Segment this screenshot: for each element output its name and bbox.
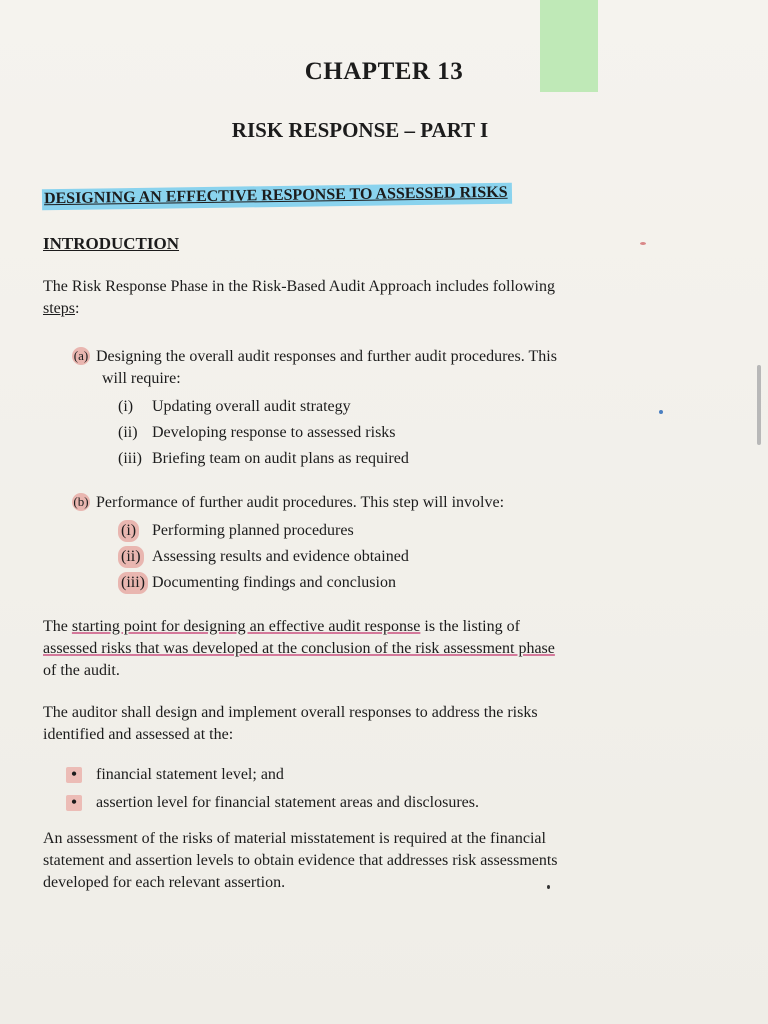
list-item-a-cont: will require:	[102, 370, 181, 387]
scan-speck	[640, 242, 646, 245]
scan-speck	[547, 885, 550, 889]
para-text: An assessment of the risks of material misstatement is required at the financial	[43, 830, 546, 847]
intro-paragraph	[43, 276, 678, 320]
highlighted-heading: DESIGNING AN EFFECTIVE RESPONSE TO ASSESSED RISKS	[42, 183, 512, 211]
sub-item-text: Developing response to assessed risks	[152, 424, 396, 441]
section-title: RISK RESPONSE – PART I	[231, 118, 489, 142]
para-text: The	[43, 618, 72, 635]
auditor-paragraph	[43, 702, 675, 746]
intro-text: The Risk Response Phase in the Risk-Based Audit Approach includes following	[43, 278, 555, 295]
chapter-title: CHAPTER 13	[304, 58, 464, 85]
sub-marker: (iii)	[118, 572, 148, 594]
sub-item-b-ii	[118, 546, 409, 568]
bullet-icon: •	[66, 795, 82, 811]
sub-marker: (i)	[118, 520, 139, 542]
scrollbar[interactable]	[757, 365, 761, 445]
sub-item-text: Updating overall audit strategy	[152, 398, 351, 415]
sub-marker: (iii)	[118, 450, 142, 467]
para-text: developed for each relevant assertion.	[43, 874, 286, 891]
sub-item-text: Performing planned procedures	[152, 522, 354, 539]
introduction-heading: INTRODUCTION	[43, 234, 180, 253]
list-item-a	[72, 346, 682, 368]
para-text: is the listing of	[420, 618, 520, 635]
starting-point-paragraph	[43, 616, 675, 682]
sub-item-text: Assessing results and evidence obtained	[152, 548, 409, 565]
intro-underlined: steps	[43, 300, 75, 317]
scan-speck	[659, 410, 663, 414]
item-a-text: Designing the overall audit responses and further audit procedures. This	[96, 348, 557, 365]
list-item-b	[72, 492, 682, 514]
sub-item-a-ii	[118, 422, 396, 444]
para-text: identified and assessed at the:	[43, 726, 234, 743]
bullet-icon: •	[66, 767, 82, 783]
para-text: The auditor shall design and implement overall responses to address the risks	[43, 704, 538, 721]
para-underlined: starting point for designing an effective audit response	[71, 618, 421, 635]
assessment-paragraph	[43, 828, 675, 894]
bullet-text: assertion level for financial statement areas and disclosures.	[96, 794, 479, 811]
sub-item-text: Documenting findings and conclusion	[152, 574, 396, 591]
para-text: statement and assertion levels to obtain evidence that addresses risk assessments	[43, 852, 558, 869]
sub-item-a-i	[118, 396, 351, 418]
sub-item-text: Briefing team on audit plans as required	[152, 450, 409, 467]
para-text: of the audit.	[43, 662, 120, 679]
bullet-item	[66, 792, 479, 814]
sub-item-b-i	[118, 520, 354, 542]
bullet-text: financial statement level; and	[96, 766, 284, 783]
bullet-item	[66, 764, 284, 786]
para-underlined: assessed risks that was developed at the conclusion of the risk assessment phase	[43, 640, 555, 657]
item-a-marker: (a)	[73, 348, 89, 363]
intro-text-end: :	[75, 300, 80, 317]
item-b-marker: (b)	[73, 494, 89, 509]
sub-marker: (ii)	[118, 546, 144, 568]
sub-marker: (i)	[118, 398, 134, 415]
sub-marker: (ii)	[118, 424, 138, 441]
sub-item-a-iii	[118, 448, 409, 470]
item-b-text: Performance of further audit procedures. This step will involve:	[96, 494, 505, 511]
sub-item-b-iii	[118, 572, 396, 594]
